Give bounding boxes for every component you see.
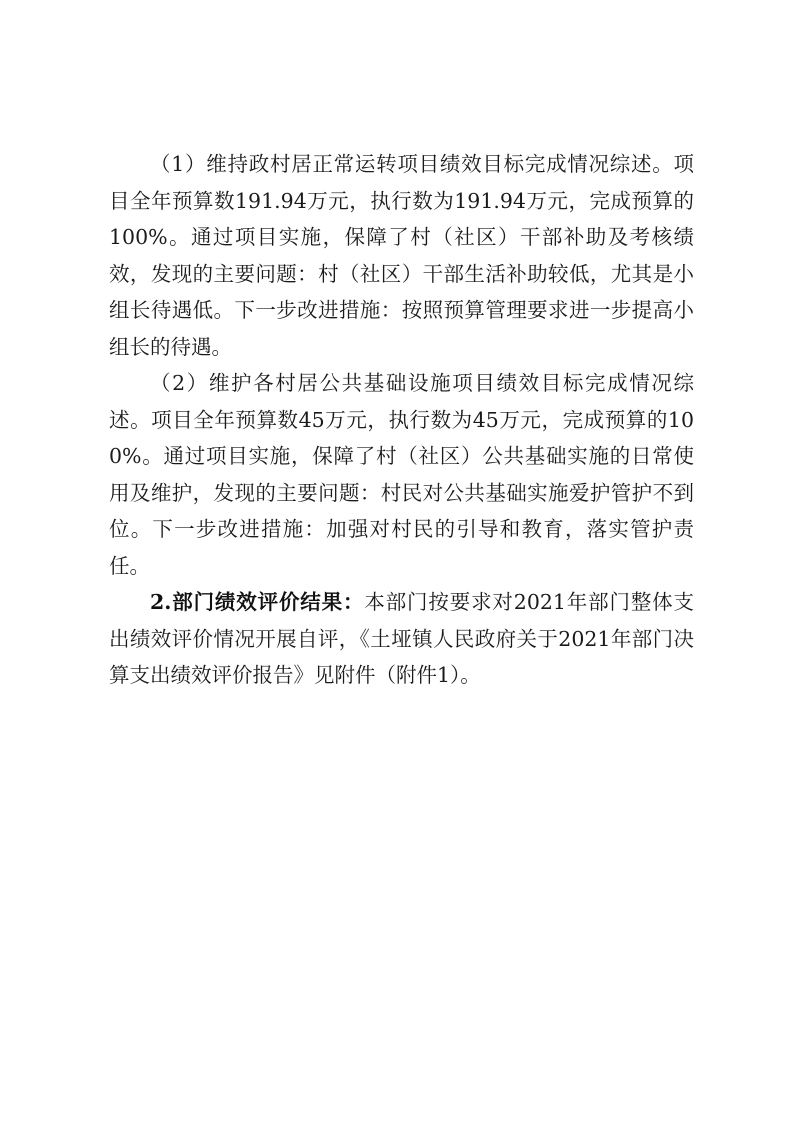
paragraph-project-1	[109, 146, 694, 365]
document-body	[109, 146, 694, 694]
paragraph-text: 本部门按要求对2021年部门整体支出绩效评价情况开展自评，《土垭镇人民政府关于2021年部门决算支出绩效评价报告》见附件（附件1）。	[109, 590, 695, 687]
paragraph-evaluation-result	[109, 584, 694, 694]
paragraph-project-2	[109, 365, 694, 584]
paragraph-text: （1）维持政村居正常运转项目绩效目标完成情况综述。项目全年预算数191.94万元，执行数为191.94万元，完成预算的100%。通过项目实施，保障了村（社区）干部补助及考核绩效，发现的主要问题：村（社区）干部生活补助较低，尤其是小组长待遇低。下一步改进措施：按照预算管理要求进一步提高小组长的待遇。	[109, 152, 694, 359]
section-heading: 2.部门绩效评价结果：	[150, 590, 365, 614]
paragraph-text: （2）维护各村居公共基础设施项目绩效目标完成情况综述。项目全年预算数45万元，执行数为45万元，完成预算的100%。通过项目实施，保障了村（社区）公共基础实施的日常使用及维护，发现的主要问题：村民对公共基础实施爱护管护不到位。下一步改进措施：加强对村民的引导和教育，落实管护责任。	[109, 371, 694, 578]
